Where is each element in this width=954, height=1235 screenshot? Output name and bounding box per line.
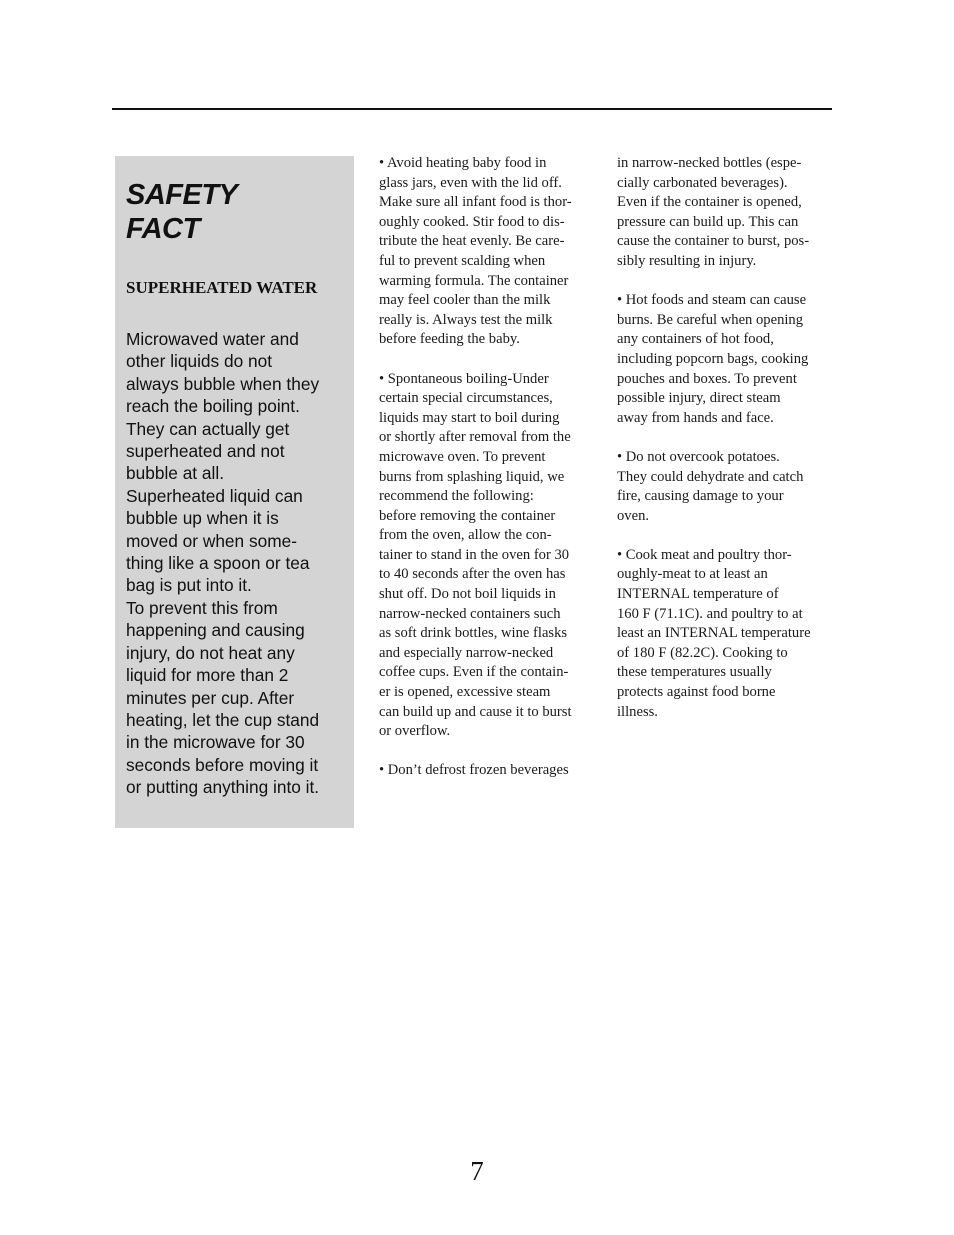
paragraph-narrow-necked-bottles: in narrow-necked bottles (espe- cially carbonated beverages). Even if the container is opened, pressure can build up. This can cause the container to burst, pos- sibly resulting in injury.	[617, 155, 810, 269]
title-line-1: SAFETY	[126, 179, 238, 211]
safety-fact-subtitle: SUPERHEATED WATER	[126, 278, 318, 297]
paragraph-meat-poultry: • Cook meat and poultry thor- oughly-meat to at least an INTERNAL temperature of 160 F (71.1C). and poultry to at least an INTERNAL temperature of 180 F (82.2C). Cooking to these temperatures usually protects against food borne illness.	[617, 546, 811, 720]
title-line-2: FACT	[126, 213, 200, 245]
paragraph-baby-food: • Avoid heating baby food in glass jars, even with the lid off. Make sure all infant food is thor- oughly cooked. Stir food to dis- tribute the heat evenly. Be care- ful to prevent scalding when warming formula. The container may feel cooler than the milk really is. Always test the milk before feeding the baby.	[379, 155, 572, 348]
paragraph-spontaneous-boiling: • Spontaneous boiling-Under certain special circumstances, liquids may start to boil during or shortly after removal from the microwave oven. To prevent burns from splashing liquid, we recommend the following: before removing the container from the oven, allow the con- tainer to stand in the oven for 30 to 40 seconds after the oven has shut off. Do not boil liquids in narrow-necked containers such as soft drink bottles, wine flasks and especially narrow-necked coffee cups. Even if the contain- er is opened, excessive steam can build up and cause it to burst or overflow.	[379, 370, 572, 740]
safety-fact-title	[126, 178, 342, 246]
paragraph-hot-foods-steam: • Hot foods and steam can cause burns. Be careful when opening any containers of hot food, including popcorn bags, cooking pouches and boxes. To prevent possible injury, direct steam away from hands and face.	[617, 292, 809, 426]
paragraph-frozen-beverages: • Don’t defrost frozen beverages	[379, 762, 569, 779]
text-column-1	[379, 154, 605, 801]
text-column-2	[617, 154, 843, 742]
page-number: 7	[470, 1156, 484, 1186]
safety-fact-sidebar	[115, 156, 354, 828]
safety-fact-body: Microwaved water and other liquids do not always bubble when they reach the boiling point. They can actually get superheated and not bubble at all. Superheated liquid can bubble up when it is moved or when some- thing like a spoon or tea bag is put into it. To prevent this from happening and causing injury, do not heat any liquid for more than 2 minutes per cup. After heating, let the cup stand in the microwave for 30 seconds before moving it or putting anything into it.	[126, 329, 320, 798]
paragraph-potatoes: • Do not overcook potatoes. They could dehydrate and catch fire, causing damage to your oven.	[617, 448, 804, 524]
header-rule	[112, 108, 832, 110]
